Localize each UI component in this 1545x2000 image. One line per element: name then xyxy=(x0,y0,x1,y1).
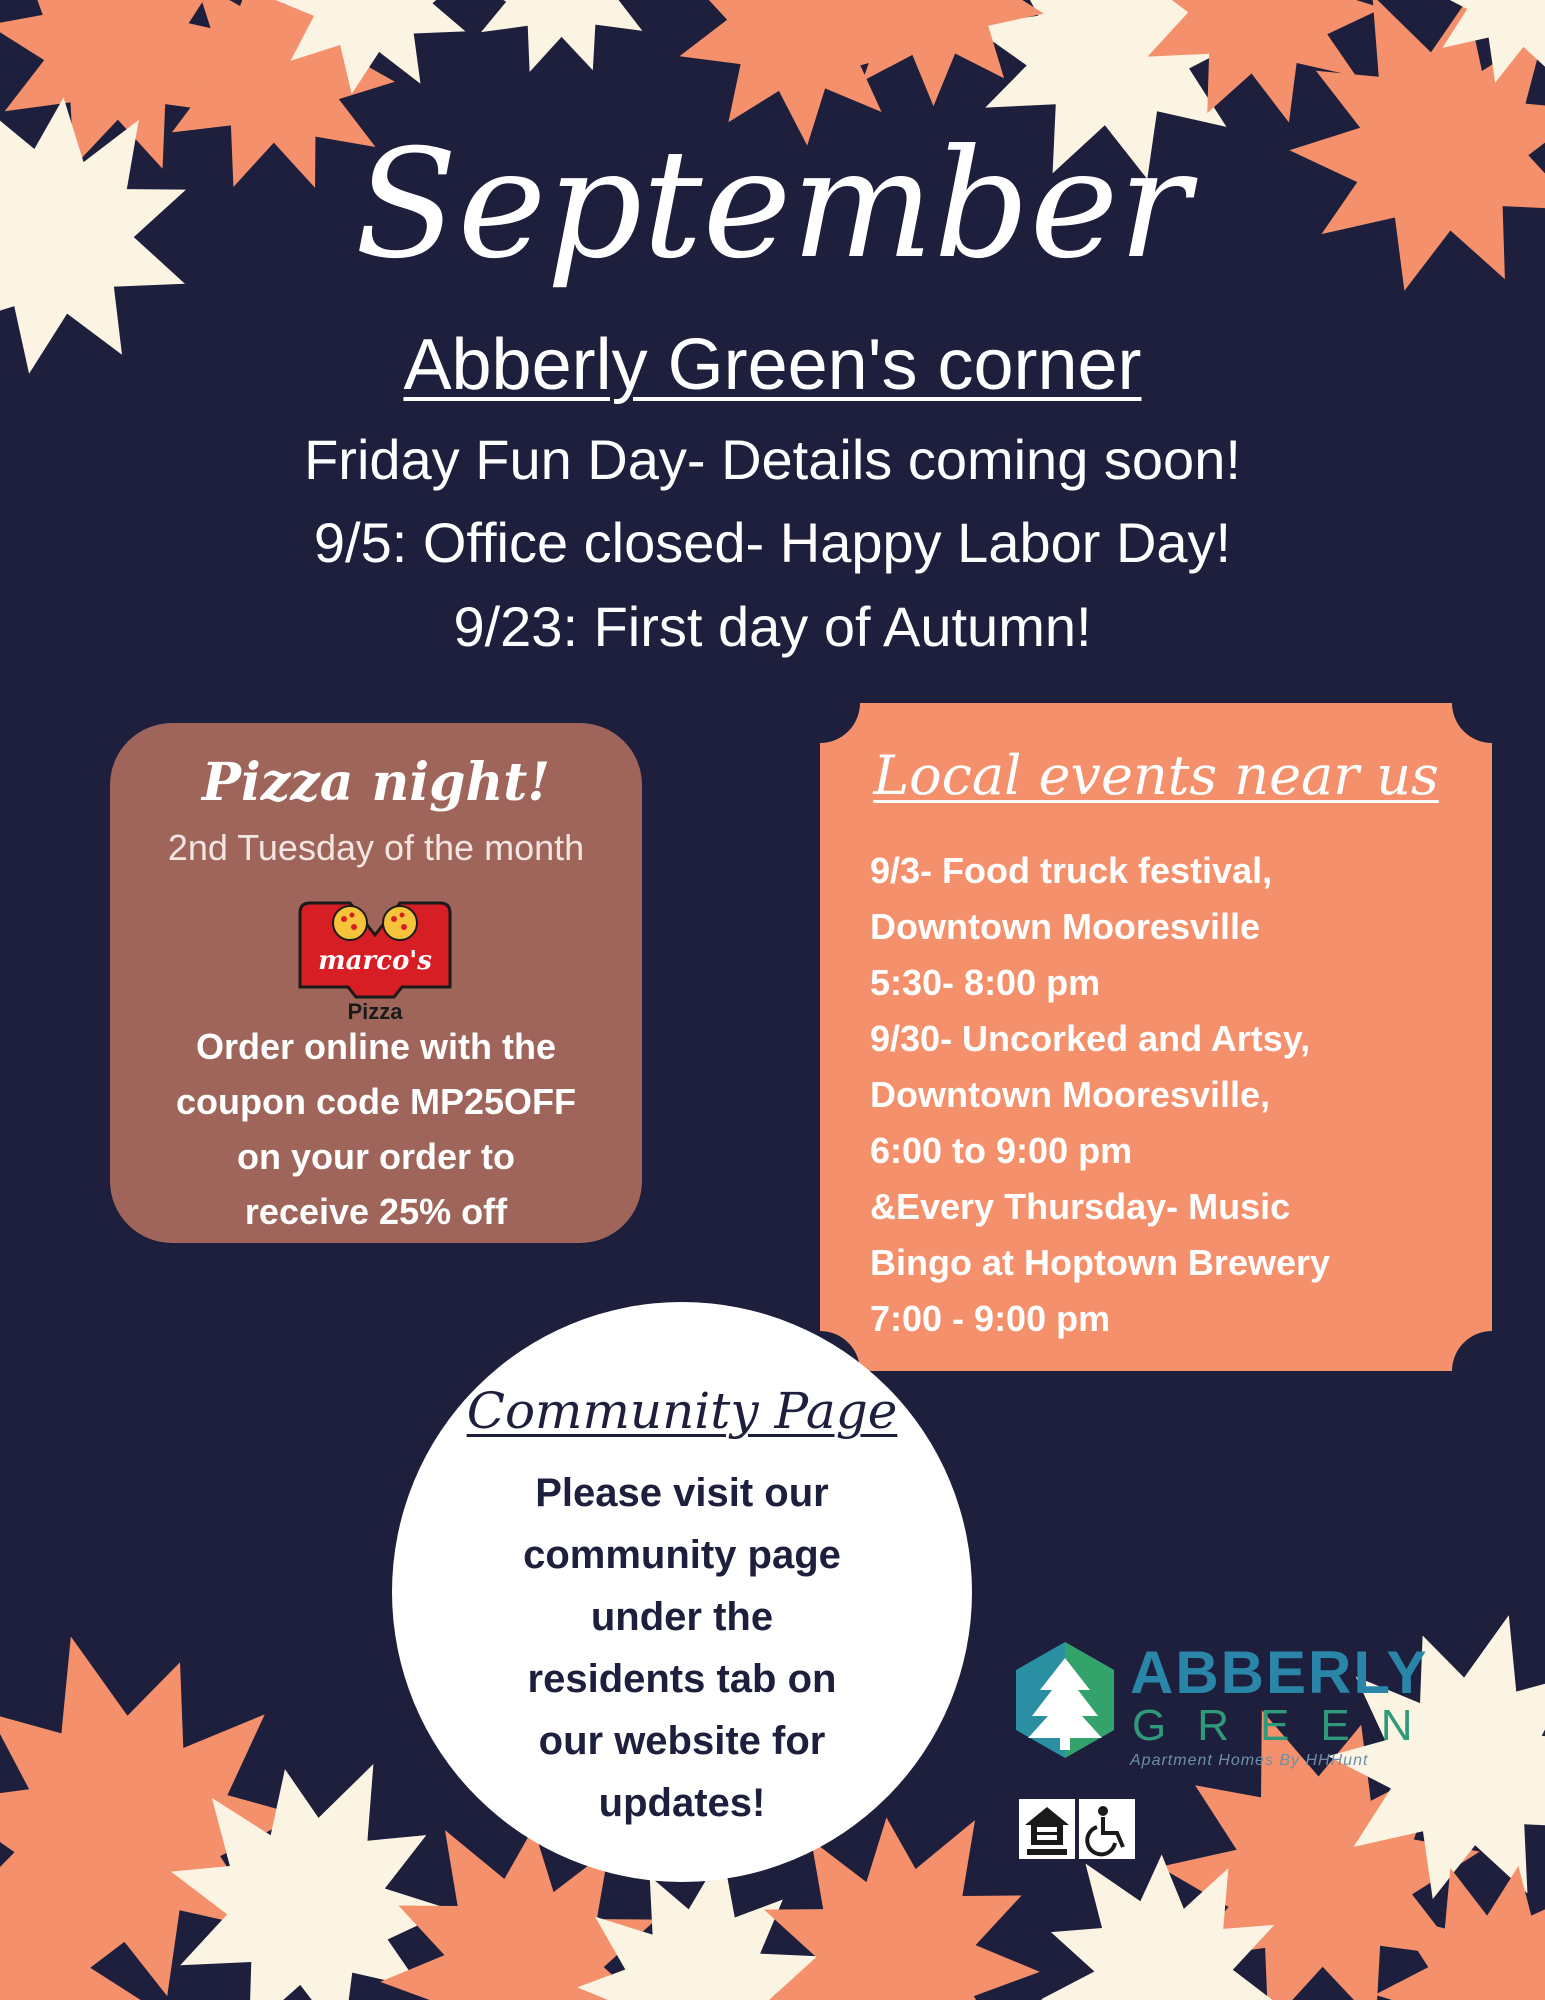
marcos-logo-text: marco's xyxy=(318,946,432,976)
pizza-offer-line: on your order to xyxy=(237,1136,515,1177)
event-line: Bingo at Hoptown Brewery xyxy=(870,1242,1331,1283)
brand-name: ABBERLY xyxy=(1130,1639,1429,1706)
event-line: 7:00 - 9:00 pm xyxy=(870,1298,1111,1339)
marcos-logo-subtext: Pizza xyxy=(347,999,403,1024)
community-line: residents tab on xyxy=(527,1657,837,1701)
month-title: September xyxy=(354,118,1191,292)
events-title: Local events near us xyxy=(873,744,1439,807)
event-line: 9/3- Food truck festival, xyxy=(870,850,1273,891)
pizza-night-card xyxy=(110,723,642,1243)
community-line: Please visit our xyxy=(535,1471,829,1515)
abberly-green-logo xyxy=(1010,1639,1444,1770)
event-line: 9/30- Uncorked and Artsy, xyxy=(870,1018,1311,1059)
pizza-offer-line: Order online with the xyxy=(195,1026,557,1067)
community-page-circle xyxy=(392,1302,972,1882)
brand-subname: GREEN xyxy=(1132,1701,1444,1750)
pine-tree-icon xyxy=(1010,1640,1120,1760)
event-line: Downtown Mooresville, xyxy=(870,1074,1271,1115)
community-title: Community Page xyxy=(466,1382,898,1440)
pizza-title: Pizza night! xyxy=(201,752,551,813)
event-line: Downtown Mooresville xyxy=(870,906,1261,947)
event-line: 6:00 to 9:00 pm xyxy=(870,1130,1133,1171)
marcos-pizza-logo xyxy=(290,895,460,1025)
wheelchair-accessible-icon xyxy=(1079,1799,1135,1859)
announcement-1: Friday Fun Day- Details coming soon! xyxy=(304,428,1241,491)
community-line: under the xyxy=(590,1595,774,1639)
corner-title: Abberly Green's corner xyxy=(403,325,1142,405)
housing-icons xyxy=(1017,1797,1137,1861)
pizza-subtitle: 2nd Tuesday of the month xyxy=(167,827,585,868)
pizza-offer-text xyxy=(130,1019,622,1239)
event-line: 5:30- 8:00 pm xyxy=(870,962,1101,1003)
brand-tagline: Apartment Homes By HHHunt xyxy=(1130,1752,1369,1769)
event-line: &Every Thursday- Music xyxy=(870,1186,1291,1227)
pizza-offer-line: receive 25% off xyxy=(244,1191,508,1232)
local-events-card xyxy=(820,703,1492,1371)
pizza-offer-line: coupon code MP25OFF xyxy=(175,1081,577,1122)
announcement-3: 9/23: First day of Autumn! xyxy=(453,595,1092,658)
community-text xyxy=(452,1462,912,1834)
events-list xyxy=(870,843,1480,1347)
community-line: community page xyxy=(523,1533,841,1577)
community-line: our website for xyxy=(538,1719,826,1763)
equal-housing-icon xyxy=(1019,1799,1075,1859)
community-line: updates! xyxy=(598,1781,766,1825)
announcement-2: 9/5: Office closed- Happy Labor Day! xyxy=(313,511,1232,574)
